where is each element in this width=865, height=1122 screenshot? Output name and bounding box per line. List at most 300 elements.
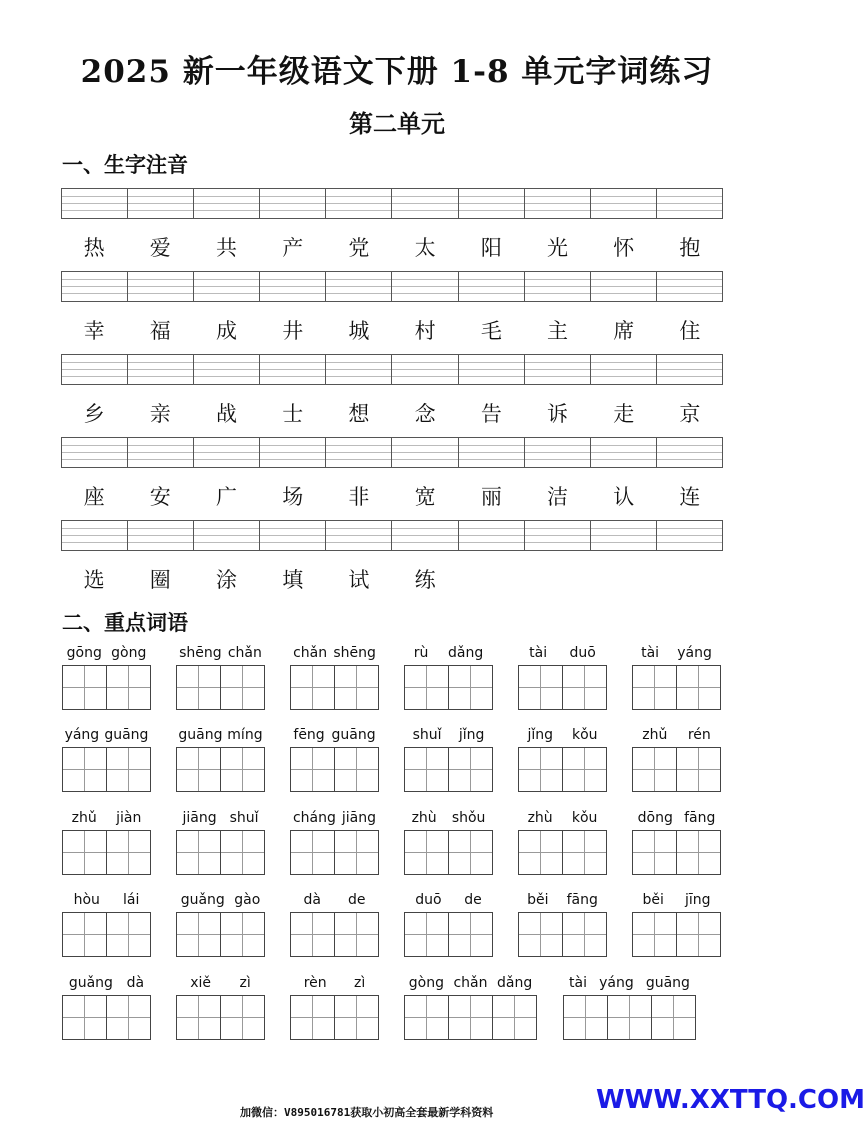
pinyin-writing-cell[interactable] — [128, 272, 194, 301]
tian-grid-box[interactable] — [334, 912, 379, 957]
tian-grid-box[interactable] — [562, 830, 607, 875]
character: 井 — [282, 319, 304, 343]
word-item — [632, 810, 721, 876]
tian-grid-box[interactable] — [448, 747, 493, 792]
character: 怀 — [613, 236, 635, 260]
word-item — [62, 892, 151, 958]
tian-grid-box[interactable] — [176, 912, 221, 957]
character — [657, 564, 723, 594]
pinyin-writing-row — [61, 354, 723, 385]
pinyin-syllable: shuǐ — [412, 727, 442, 743]
character: 热 — [83, 236, 105, 260]
tian-grid-box[interactable] — [334, 747, 379, 792]
character: 住 — [679, 319, 701, 343]
character: 战 — [216, 402, 237, 426]
word-pinyin — [62, 975, 151, 991]
pinyin-writing-cell[interactable] — [194, 355, 260, 384]
character — [524, 564, 590, 594]
pinyin-syllable: guǎng — [180, 892, 225, 908]
tian-grid-box[interactable] — [290, 665, 335, 710]
word-item — [290, 892, 379, 958]
pinyin-writing-cell[interactable] — [525, 355, 591, 384]
word-pinyin — [290, 810, 379, 826]
tian-grid-box[interactable] — [220, 665, 265, 710]
pinyin-writing-cell[interactable] — [525, 272, 591, 301]
pinyin-syllable: guāng — [645, 975, 690, 991]
pinyin-writing-cell[interactable] — [591, 438, 657, 467]
tian-grid-group — [176, 747, 264, 792]
tian-grid-group — [404, 912, 492, 957]
word-item — [632, 892, 721, 958]
tian-grid-group — [563, 995, 695, 1040]
pinyin-writing-cell[interactable] — [260, 189, 326, 218]
pinyin-syllable: gōng — [66, 645, 102, 661]
character-row — [61, 398, 723, 428]
pinyin-writing-row — [61, 188, 723, 219]
tian-grid-box[interactable] — [448, 830, 493, 875]
character — [591, 564, 657, 594]
tian-grid-group — [518, 912, 606, 957]
character: 京 — [679, 402, 701, 426]
pinyin-writing-cell[interactable] — [326, 355, 392, 384]
word-item — [176, 727, 265, 793]
tian-grid-group — [62, 830, 150, 875]
pinyin-syllable: jǐng — [527, 727, 554, 743]
character: 试 — [348, 568, 370, 592]
character: 广 — [216, 485, 237, 509]
tian-grid-box[interactable] — [62, 830, 107, 875]
pinyin-syllable: guāng — [331, 727, 376, 743]
pinyin-writing-cell[interactable] — [62, 355, 128, 384]
tian-grid-box[interactable] — [176, 665, 221, 710]
pinyin-syllable: fāng — [566, 892, 598, 908]
character: 涂 — [216, 568, 237, 592]
page-title: 2025 新一年级语文下册 1-8 单元字词练习 — [80, 54, 714, 90]
tian-grid-group — [62, 747, 150, 792]
pinyin-writing-row — [61, 271, 723, 302]
tian-grid-box[interactable] — [290, 747, 335, 792]
character: 告 — [480, 402, 502, 426]
character: 连 — [679, 485, 701, 509]
pinyin-syllable: zhǔ — [642, 727, 668, 743]
word-pinyin — [404, 727, 493, 743]
tian-grid-box[interactable] — [334, 995, 379, 1040]
character: 村 — [414, 319, 436, 343]
character: 想 — [348, 402, 370, 426]
tian-grid-group — [632, 665, 720, 710]
character: 主 — [547, 319, 569, 343]
character: 诉 — [547, 402, 569, 426]
word-pinyin — [176, 645, 265, 661]
pinyin-writing-cell[interactable] — [591, 189, 657, 218]
pinyin-writing-cell[interactable] — [525, 521, 591, 550]
character: 认 — [613, 485, 635, 509]
word-pinyin — [62, 810, 151, 826]
word-item — [518, 645, 607, 711]
pinyin-writing-cell[interactable] — [326, 438, 392, 467]
tian-grid-box[interactable] — [106, 912, 151, 957]
pinyin-writing-cell[interactable] — [194, 438, 260, 467]
pinyin-writing-cell[interactable] — [62, 272, 128, 301]
pinyin-writing-cell[interactable] — [260, 521, 326, 550]
tian-grid-box[interactable] — [220, 995, 265, 1040]
word-pinyin — [290, 727, 379, 743]
pinyin-syllable: dà — [126, 975, 145, 991]
pinyin-writing-cell[interactable] — [62, 521, 128, 550]
pinyin-syllable: zì — [354, 975, 366, 991]
word-item — [290, 975, 379, 1041]
pinyin-writing-cell[interactable] — [128, 189, 194, 218]
pinyin-writing-cell[interactable] — [194, 189, 260, 218]
word-pinyin — [176, 892, 265, 908]
tian-grid-box[interactable] — [404, 995, 449, 1040]
word-pinyin — [632, 892, 721, 908]
pinyin-syllable: lái — [123, 892, 140, 908]
unit-title: 第二单元 — [349, 109, 445, 138]
pinyin-writing-cell[interactable] — [326, 272, 392, 301]
tian-grid-box[interactable] — [290, 830, 335, 875]
word-pinyin — [632, 645, 721, 661]
pinyin-writing-cell[interactable] — [392, 521, 458, 550]
word-pinyin — [518, 810, 607, 826]
tian-grid-box[interactable] — [62, 747, 107, 792]
pinyin-syllable: tài — [529, 645, 548, 661]
tian-grid-box[interactable] — [607, 995, 652, 1040]
pinyin-writing-cell[interactable] — [260, 355, 326, 384]
character-row — [61, 564, 723, 594]
tian-grid-box[interactable] — [448, 912, 493, 957]
character-row — [61, 232, 723, 262]
tian-grid-box[interactable] — [62, 912, 107, 957]
character: 福 — [149, 319, 171, 343]
word-item — [176, 892, 265, 958]
pinyin-writing-cell[interactable] — [128, 355, 194, 384]
tian-grid-group — [404, 665, 492, 710]
pinyin-writing-cell[interactable] — [62, 438, 128, 467]
tian-grid-box[interactable] — [632, 747, 677, 792]
word-item — [176, 645, 265, 711]
tian-grid-box[interactable] — [176, 995, 221, 1040]
pinyin-syllable: tài — [569, 975, 588, 991]
pinyin-syllable: shēng — [179, 645, 222, 661]
tian-grid-box[interactable] — [106, 665, 151, 710]
character: 席 — [613, 319, 635, 343]
character: 抱 — [679, 236, 701, 260]
pinyin-syllable: guāng — [178, 727, 223, 743]
character: 共 — [216, 236, 237, 260]
word-item — [62, 727, 151, 793]
pinyin-syllable: duō — [415, 892, 442, 908]
tian-grid-group — [62, 912, 150, 957]
tian-grid-group — [290, 912, 378, 957]
word-pinyin — [404, 892, 493, 908]
tian-grid-box[interactable] — [563, 995, 608, 1040]
pinyin-writing-cell[interactable] — [459, 521, 525, 550]
pinyin-syllable: gào — [234, 892, 261, 908]
tian-grid-group — [62, 665, 150, 710]
pinyin-syllable: jiāng — [341, 810, 376, 826]
pinyin-writing-cell[interactable] — [591, 355, 657, 384]
tian-grid-box[interactable] — [404, 747, 449, 792]
pinyin-syllable: kǒu — [571, 727, 598, 743]
tian-grid-box[interactable] — [676, 912, 721, 957]
tian-grid-group — [176, 995, 264, 1040]
tian-grid-box[interactable] — [632, 912, 677, 957]
tian-grid-box[interactable] — [220, 830, 265, 875]
word-item — [290, 727, 379, 793]
pinyin-syllable: dōng — [637, 810, 673, 826]
tian-grid-box[interactable] — [562, 912, 607, 957]
pinyin-writing-cell[interactable] — [128, 438, 194, 467]
tian-grid-box[interactable] — [106, 747, 151, 792]
character: 走 — [613, 402, 635, 426]
tian-grid-box[interactable] — [651, 995, 696, 1040]
tian-grid-box[interactable] — [404, 830, 449, 875]
tian-grid-group — [518, 830, 606, 875]
tian-grid-group — [404, 747, 492, 792]
tian-grid-box[interactable] — [106, 830, 151, 875]
word-pinyin — [62, 892, 151, 908]
tian-grid-box[interactable] — [220, 912, 265, 957]
pinyin-syllable: zhù — [527, 810, 553, 826]
tian-grid-box[interactable] — [176, 747, 221, 792]
pinyin-writing-cell[interactable] — [326, 189, 392, 218]
character: 场 — [282, 485, 304, 509]
tian-grid-group — [632, 747, 720, 792]
pinyin-writing-cell[interactable] — [194, 521, 260, 550]
character: 非 — [348, 485, 370, 509]
pinyin-syllable: de — [464, 892, 482, 908]
tian-grid-box[interactable] — [404, 665, 449, 710]
tian-grid-box[interactable] — [676, 665, 721, 710]
word-pinyin — [62, 645, 151, 661]
word-item — [290, 645, 379, 711]
word-item — [290, 810, 379, 876]
pinyin-syllable: zì — [239, 975, 251, 991]
pinyin-writing-cell[interactable] — [657, 272, 722, 301]
word-item — [176, 810, 265, 876]
pinyin-syllable: yáng — [599, 975, 634, 991]
word-item — [404, 975, 537, 1041]
word-pinyin — [632, 727, 721, 743]
pinyin-syllable: yáng — [677, 645, 712, 661]
pinyin-writing-cell[interactable] — [128, 521, 194, 550]
character: 圈 — [149, 568, 171, 592]
character: 太 — [414, 236, 436, 260]
tian-grid-box[interactable] — [632, 830, 677, 875]
tian-grid-group — [404, 830, 492, 875]
pinyin-syllable: zhǔ — [71, 810, 97, 826]
pinyin-syllable: jiàn — [116, 810, 142, 826]
pinyin-syllable: cháng — [292, 810, 336, 826]
tian-grid-group — [290, 665, 378, 710]
tian-grid-box[interactable] — [62, 665, 107, 710]
pinyin-writing-cell[interactable] — [591, 272, 657, 301]
character: 成 — [216, 319, 237, 343]
tian-grid-group — [290, 995, 378, 1040]
tian-grid-box[interactable] — [448, 665, 493, 710]
pinyin-writing-cell[interactable] — [392, 272, 458, 301]
tian-grid-box[interactable] — [676, 747, 721, 792]
tian-grid-box[interactable] — [676, 830, 721, 875]
pinyin-writing-cell[interactable] — [392, 355, 458, 384]
tian-grid-box[interactable] — [518, 830, 563, 875]
pinyin-syllable: běi — [527, 892, 549, 908]
tian-grid-box[interactable] — [404, 912, 449, 957]
word-item — [404, 810, 493, 876]
pinyin-writing-cell[interactable] — [62, 189, 128, 218]
word-pinyin — [518, 892, 607, 908]
word-pinyin — [404, 810, 493, 826]
pinyin-writing-cell[interactable] — [657, 521, 722, 550]
pinyin-writing-cell[interactable] — [459, 189, 525, 218]
tian-grid-group — [518, 665, 606, 710]
tian-grid-box[interactable] — [290, 995, 335, 1040]
character: 练 — [414, 568, 436, 592]
character: 丽 — [480, 485, 502, 509]
word-item — [62, 645, 151, 711]
character: 毛 — [480, 319, 502, 343]
word-item — [404, 727, 493, 793]
character: 阳 — [480, 236, 502, 260]
word-item — [404, 645, 493, 711]
character: 党 — [348, 236, 370, 260]
pinyin-writing-cell[interactable] — [260, 438, 326, 467]
pinyin-writing-cell[interactable] — [459, 355, 525, 384]
pinyin-writing-cell[interactable] — [657, 189, 722, 218]
pinyin-writing-cell[interactable] — [459, 438, 525, 467]
pinyin-syllable: gòng — [111, 645, 147, 661]
pinyin-syllable: chǎn — [227, 645, 262, 661]
character: 填 — [282, 568, 304, 592]
tian-grid-box[interactable] — [334, 830, 379, 875]
tian-grid-box[interactable] — [518, 912, 563, 957]
pinyin-syllable: shēng — [333, 645, 376, 661]
word-pinyin — [290, 892, 379, 908]
pinyin-writing-cell[interactable] — [525, 189, 591, 218]
pinyin-syllable: míng — [227, 727, 263, 743]
character: 念 — [414, 402, 436, 426]
pinyin-syllable: jǐng — [458, 727, 485, 743]
tian-grid-box[interactable] — [176, 830, 221, 875]
pinyin-syllable: guāng — [104, 727, 149, 743]
tian-grid-box[interactable] — [492, 995, 537, 1040]
tian-grid-group — [290, 747, 378, 792]
pinyin-writing-cell[interactable] — [260, 272, 326, 301]
footer-text: 加微信：V895016781获取小初高全套最新学科资料 — [240, 1106, 494, 1119]
pinyin-writing-cell[interactable] — [392, 189, 458, 218]
tian-grid-box[interactable] — [562, 665, 607, 710]
pinyin-writing-cell[interactable] — [194, 272, 260, 301]
character: 城 — [348, 319, 370, 343]
word-pinyin — [176, 727, 265, 743]
pinyin-syllable: chǎn — [453, 975, 488, 991]
pinyin-writing-cell[interactable] — [657, 355, 722, 384]
word-item — [176, 975, 265, 1041]
pinyin-syllable: duō — [569, 645, 596, 661]
character: 洁 — [547, 485, 569, 509]
word-pinyin — [176, 975, 265, 991]
pinyin-syllable: dǎng — [447, 645, 484, 661]
pinyin-syllable: fāng — [684, 810, 716, 826]
pinyin-syllable: yáng — [64, 727, 100, 743]
word-item — [62, 810, 151, 876]
word-item — [518, 727, 607, 793]
pinyin-syllable: shǒu — [451, 810, 486, 826]
tian-grid-box[interactable] — [220, 747, 265, 792]
tian-grid-box[interactable] — [290, 912, 335, 957]
pinyin-syllable: běi — [642, 892, 664, 908]
word-pinyin — [290, 975, 379, 991]
character: 爱 — [149, 236, 171, 260]
word-pinyin — [62, 727, 151, 743]
tian-grid-box[interactable] — [518, 747, 563, 792]
tian-grid-box[interactable] — [334, 665, 379, 710]
word-pinyin — [176, 810, 265, 826]
tian-grid-box[interactable] — [106, 995, 151, 1040]
pinyin-syllable: rén — [687, 727, 711, 743]
tian-grid-box[interactable] — [562, 747, 607, 792]
pinyin-writing-cell[interactable] — [657, 438, 722, 467]
brand-watermark: WWW.XXTTQ.COM — [596, 1085, 865, 1115]
pinyin-syllable: guǎng — [68, 975, 113, 991]
character: 座 — [83, 485, 105, 509]
pinyin-writing-row — [61, 437, 723, 468]
pinyin-syllable: dǎng — [497, 975, 533, 991]
pinyin-syllable: zhù — [411, 810, 437, 826]
tian-grid-group — [290, 830, 378, 875]
character: 产 — [282, 236, 304, 260]
tian-grid-box[interactable] — [62, 995, 107, 1040]
tian-grid-group — [176, 665, 264, 710]
pinyin-writing-cell[interactable] — [459, 272, 525, 301]
character: 光 — [547, 236, 569, 260]
pinyin-writing-cell[interactable] — [326, 521, 392, 550]
word-pinyin — [632, 810, 721, 826]
tian-grid-group — [404, 995, 536, 1040]
word-item — [62, 975, 151, 1041]
pinyin-syllable: de — [347, 892, 366, 908]
pinyin-writing-cell[interactable] — [525, 438, 591, 467]
pinyin-syllable: rèn — [303, 975, 327, 991]
pinyin-syllable: jīng — [684, 892, 711, 908]
tian-grid-group — [632, 830, 720, 875]
character-row — [61, 315, 723, 345]
character: 宽 — [414, 485, 436, 509]
tian-grid-box[interactable] — [518, 665, 563, 710]
section-heading-characters: 一、生字注音 — [62, 152, 188, 177]
section-heading-words: 二、重点词语 — [62, 610, 188, 635]
pinyin-syllable: kǒu — [571, 810, 598, 826]
tian-grid-group — [176, 830, 264, 875]
character: 选 — [83, 568, 105, 592]
pinyin-syllable: shuǐ — [229, 810, 259, 826]
pinyin-syllable: tài — [641, 645, 660, 661]
character: 安 — [149, 485, 171, 509]
character: 亲 — [149, 402, 171, 426]
character: 士 — [282, 402, 304, 426]
tian-grid-group — [632, 912, 720, 957]
pinyin-syllable: rù — [413, 645, 429, 661]
character: 乡 — [83, 402, 105, 426]
tian-grid-box[interactable] — [448, 995, 493, 1040]
tian-grid-group — [176, 912, 264, 957]
pinyin-syllable: dà — [303, 892, 321, 908]
pinyin-writing-cell[interactable] — [392, 438, 458, 467]
tian-grid-box[interactable] — [632, 665, 677, 710]
word-pinyin — [290, 645, 379, 661]
pinyin-writing-cell[interactable] — [591, 521, 657, 550]
